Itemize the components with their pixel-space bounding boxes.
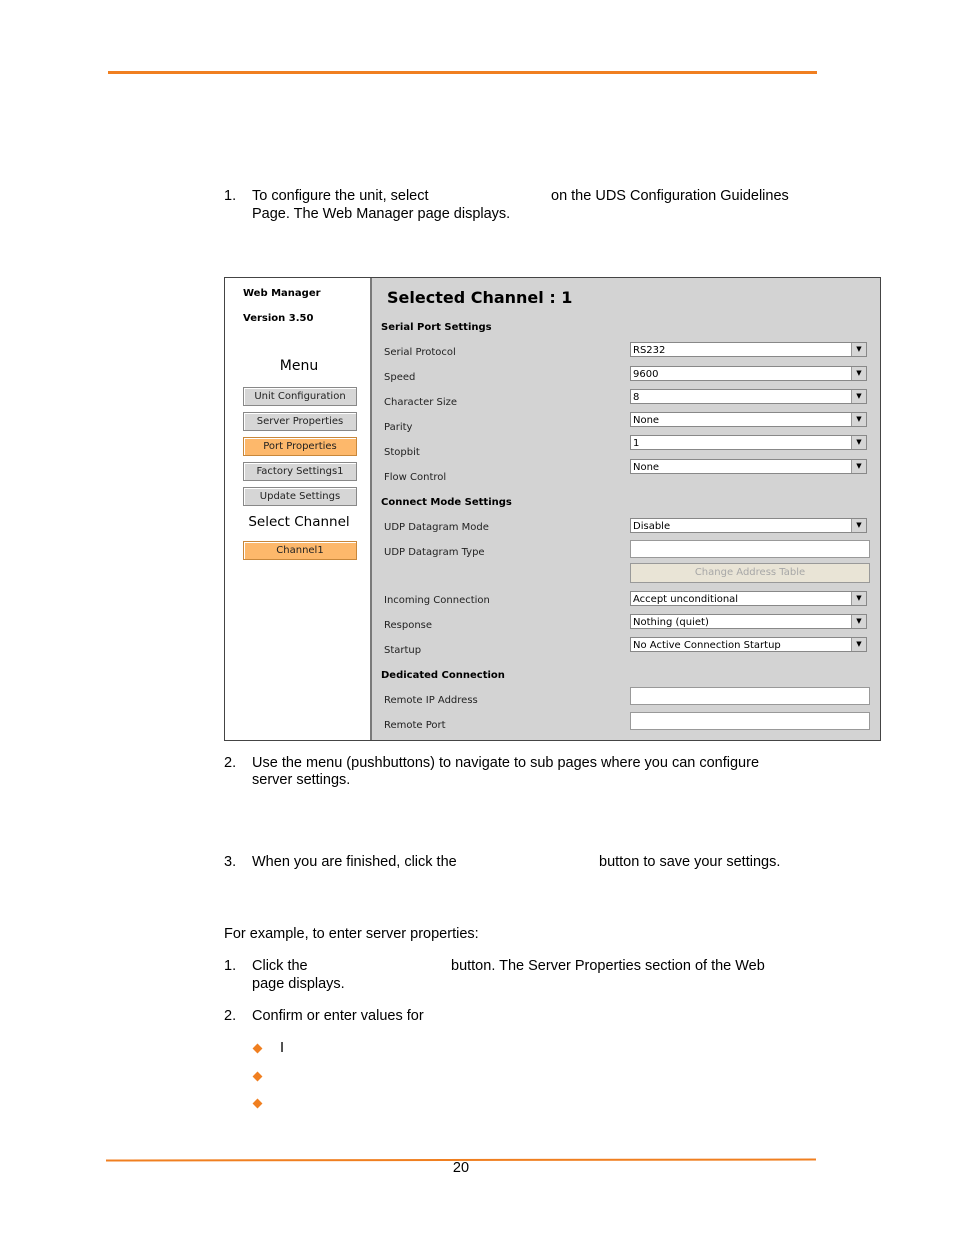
chevron-down-icon: ▼ — [851, 519, 866, 532]
chevron-down-icon: ▼ — [851, 343, 866, 356]
selected-channel-title: Selected Channel : 1 — [387, 288, 573, 307]
server-properties-button[interactable]: Server Properties — [243, 412, 357, 431]
bullet-diamond-icon — [253, 1072, 263, 1082]
chevron-down-icon: ▼ — [851, 367, 866, 380]
parity-value: None — [633, 415, 660, 426]
incoming-connection-select[interactable] — [630, 591, 867, 606]
step-number: 1. — [224, 188, 237, 204]
parity-select[interactable] — [630, 412, 867, 427]
response-value: Nothing (quiet) — [633, 617, 709, 628]
serial-protocol-value: RS232 — [633, 345, 666, 356]
startup-value: No Active Connection Startup — [633, 640, 781, 651]
update-settings-button[interactable]: Update Settings — [243, 487, 357, 506]
response-label: Response — [384, 620, 433, 631]
speed-select[interactable] — [630, 366, 867, 381]
udp-datagram-type-input[interactable] — [630, 540, 870, 558]
chevron-down-icon: ▼ — [851, 460, 866, 473]
speed-value: 9600 — [633, 369, 659, 380]
unit-configuration-button[interactable]: Unit Configuration — [243, 387, 357, 406]
character-size-label: Character Size — [384, 397, 458, 408]
parity-label: Parity — [384, 422, 413, 433]
remote-port-label: Remote Port — [384, 720, 446, 731]
bullet-text: I — [280, 1040, 285, 1056]
step3-text-b: button to save your settings. — [599, 854, 781, 870]
chevron-down-icon: ▼ — [851, 615, 866, 628]
example1-text-line2: page displays. — [252, 976, 345, 992]
remote-port-input[interactable] — [630, 712, 870, 730]
udp-datagram-type-label: UDP Datagram Type — [384, 547, 485, 558]
incoming-connection-label: Incoming Connection — [384, 595, 490, 606]
app-version: Version 3.50 — [243, 313, 314, 324]
startup-select[interactable] — [630, 637, 867, 652]
startup-label: Startup — [384, 645, 422, 656]
response-select[interactable] — [630, 614, 867, 629]
web-manager-sidebar — [225, 278, 372, 740]
menu-heading: Menu — [279, 358, 319, 374]
example-intro: For example, to enter server properties: — [224, 926, 479, 942]
chevron-down-icon: ▼ — [851, 390, 866, 403]
chevron-down-icon: ▼ — [851, 592, 866, 605]
serial-protocol-select[interactable] — [630, 342, 867, 357]
chevron-down-icon: ▼ — [851, 436, 866, 449]
channel1-button[interactable]: Channel1 — [243, 541, 357, 560]
example2-text: Confirm or enter values for — [252, 1008, 424, 1024]
web-manager-screenshot — [224, 277, 881, 741]
example1-text-a: Click the — [252, 958, 308, 974]
chevron-down-icon: ▼ — [851, 413, 866, 426]
step1-text-b: on the UDS Configuration Guidelines — [551, 188, 789, 204]
udp-datagram-mode-value: Disable — [633, 521, 671, 532]
step2-text-line1: Use the menu (pushbuttons) to navigate to sub pages where you can configure — [252, 755, 760, 771]
dedicated-connection-heading: Dedicated Connection — [381, 670, 505, 681]
step1-text-line2: Page. The Web Manager page displays. — [252, 206, 511, 222]
step3-text-a: When you are finished, click the — [252, 854, 457, 870]
step1-text-a: To configure the unit, select — [252, 188, 429, 204]
bullet-diamond-icon — [253, 1044, 263, 1054]
stopbit-label: Stopbit — [384, 447, 420, 458]
serial-protocol-label: Serial Protocol — [384, 347, 456, 358]
step-number: 2. — [224, 755, 237, 771]
change-address-table-button[interactable]: Change Address Table — [630, 563, 870, 583]
web-manager-main — [372, 278, 880, 740]
header-rule — [108, 71, 817, 74]
factory-settings-button[interactable]: Factory Settings1 — [243, 462, 357, 481]
step2-text-line2: server settings. — [252, 772, 351, 788]
step-number: 2. — [224, 1008, 237, 1024]
page-number: 20 — [452, 1160, 470, 1176]
incoming-connection-value: Accept unconditional — [633, 594, 739, 605]
remote-ip-address-label: Remote IP Address — [384, 695, 478, 706]
stopbit-select[interactable] — [630, 435, 867, 450]
character-size-select[interactable] — [630, 389, 867, 404]
select-channel-heading: Select Channel — [248, 514, 350, 530]
flow-control-value: None — [633, 462, 660, 473]
udp-datagram-mode-label: UDP Datagram Mode — [384, 522, 489, 533]
chevron-down-icon: ▼ — [851, 638, 866, 651]
step-number: 3. — [224, 854, 237, 870]
bullet-diamond-icon — [253, 1099, 263, 1109]
flow-control-select[interactable] — [630, 459, 867, 474]
port-properties-button[interactable]: Port Properties — [243, 437, 357, 456]
character-size-value: 8 — [633, 392, 640, 403]
serial-port-settings-heading: Serial Port Settings — [381, 322, 492, 333]
stopbit-value: 1 — [633, 438, 640, 449]
udp-datagram-mode-select[interactable] — [630, 518, 867, 533]
app-title: Web Manager — [243, 288, 321, 299]
flow-control-label: Flow Control — [384, 472, 447, 483]
speed-label: Speed — [384, 372, 416, 383]
connect-mode-settings-heading: Connect Mode Settings — [381, 497, 512, 508]
example1-text-b: button. The Server Properties section of the Web — [451, 958, 765, 974]
step-number: 1. — [224, 958, 237, 974]
remote-ip-address-input[interactable] — [630, 687, 870, 705]
